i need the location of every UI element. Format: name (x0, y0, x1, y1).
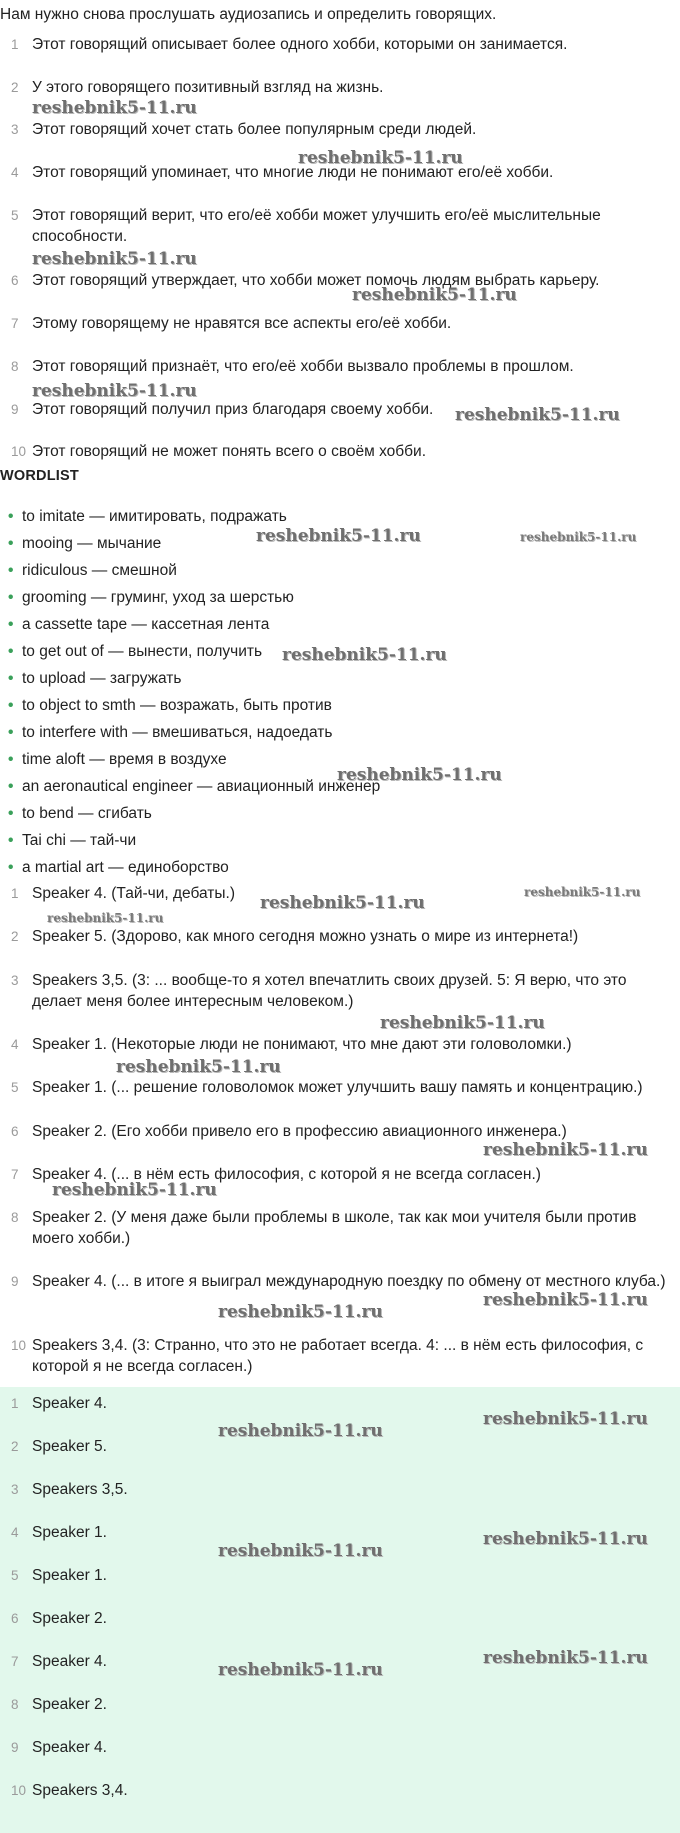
watermark: reshebnik5-11.ru (352, 285, 517, 305)
item-number: 9 (11, 402, 19, 417)
item-number: 3 (11, 973, 19, 988)
wordlist-item (8, 750, 668, 770)
bullet-icon: • (8, 697, 14, 714)
item-number: 4 (11, 1525, 19, 1540)
bullet-icon: • (8, 616, 14, 633)
item-number: 6 (11, 1611, 19, 1626)
item-text: Speaker 2. (32, 1610, 107, 1627)
item-number: 10 (11, 1783, 27, 1798)
wordlist-item-text: a martial art — единоборство (22, 859, 229, 876)
wordlist-item-text: to interfere with — вмешиваться, надоедать (22, 724, 333, 741)
wordlist-item-text: grooming — груминг, уход за шерстью (22, 589, 294, 606)
item-text: Speaker 4. (Тай-чи, дебаты.) (32, 885, 235, 902)
watermark: reshebnik5-11.ru (282, 645, 447, 665)
item-number: 5 (11, 208, 19, 223)
item-text: Этот говорящий описывает более одного хобби, которыми он занимается. (32, 36, 568, 53)
item-number: 2 (11, 1439, 19, 1454)
wordlist-item-text: a cassette tape — кассетная лента (22, 616, 270, 633)
item-text: Speakers 3,4. (3: Странно, что это не работает всегда. 4: ... в нём есть философия, с которой я не всегда согласен.) (32, 1337, 644, 1375)
item-number: 4 (11, 165, 19, 180)
item-text-content: Этот говорящий верит, что его/её хобби может улучшить его/её мыслительные способности. (32, 207, 601, 245)
bullet-icon: • (8, 751, 14, 768)
item-text: Speaker 4. (32, 1739, 107, 1756)
watermark: reshebnik5-11.ru (32, 249, 197, 269)
watermark: reshebnik5-11.ru (483, 1529, 648, 1549)
wordlist-item (8, 534, 668, 554)
watermark: reshebnik5-11.ru (260, 893, 425, 913)
item-number: 1 (11, 1396, 19, 1411)
item-text: Этот говорящий не может понять всего о своём хобби. (32, 443, 427, 460)
watermark: reshebnik5-11.ru (218, 1302, 383, 1322)
bullet-icon: • (8, 859, 14, 876)
item-number: 1 (11, 37, 19, 52)
item-number: 10 (11, 1338, 27, 1353)
item-number: 3 (11, 122, 19, 137)
watermark: reshebnik5-11.ru (32, 98, 197, 118)
item-number: 5 (11, 1080, 19, 1095)
wordlist-item (8, 777, 668, 797)
wordlist-item-text: an aeronautical engineer — авиационный инженер (22, 778, 381, 795)
watermark: reshebnik5-11.ru (52, 1180, 217, 1200)
item-text: Speaker 1. (Некоторые люди не понимают, что мне дают эти головоломки.) (32, 1036, 572, 1053)
wordlist-item (8, 723, 668, 743)
item-number: 9 (11, 1274, 19, 1289)
item-text: Speaker 4. (32, 1395, 107, 1412)
watermark: reshebnik5-11.ru (483, 1648, 648, 1668)
item-number: 10 (11, 444, 27, 459)
wordlist-item (8, 696, 668, 716)
wordlist-item-text: Tai chi — тай-чи (22, 832, 137, 849)
item-text: Speakers 3,4. (32, 1782, 128, 1799)
item-number: 2 (11, 929, 19, 944)
wordlist-item (8, 804, 668, 824)
bullet-icon: • (8, 670, 14, 687)
watermark: reshebnik5-11.ru (256, 526, 421, 546)
item-text: Speaker 2. (Его хобби привело его в профессию авиационного инженера.) (32, 1123, 567, 1140)
wordlist-item-text: to upload — загружать (22, 670, 182, 687)
item-text: Этому говорящему не нравятся все аспекты его/её хобби. (32, 315, 452, 332)
item-number: 7 (11, 1654, 19, 1669)
item-text: Этот говорящий получил приз благодаря своему хобби. (32, 401, 434, 418)
item-number: 1 (11, 886, 19, 901)
item-number: 7 (11, 316, 19, 331)
item-text: Speaker 1. (32, 1524, 107, 1541)
item-number: 5 (11, 1568, 19, 1583)
wordlist-item (8, 858, 668, 878)
item-number: 8 (11, 1697, 19, 1712)
item-text: Этот говорящий упоминает, что многие люди не понимают его/её хобби. (32, 164, 554, 181)
bullet-icon: • (8, 805, 14, 822)
item-text: Speaker 4. (32, 1653, 107, 1670)
item-text: Speaker 4. (... в итоге я выиграл международную поездку по обмену от местного клуба.) (32, 1273, 666, 1290)
item-text: Speaker 4. (... в нём есть философия, с которой я не всегда согласен.) (32, 1166, 541, 1183)
bullet-icon: • (8, 562, 14, 579)
watermark: reshebnik5-11.ru (116, 1057, 281, 1077)
item-number: 7 (11, 1167, 19, 1182)
wordlist-item (8, 561, 668, 581)
item-text: Speakers 3,5. (3: ... вообще-то я хотел впечатлить своих друзей. 5: Я верю, что это делает меня более интересным человеком.) (32, 972, 627, 1010)
watermark: reshebnik5-11.ru (218, 1421, 383, 1441)
wordlist-item (8, 669, 668, 689)
item-text: Этот говорящий хочет стать более популярным среди людей. (32, 121, 477, 138)
watermark: reshebnik5-11.ru (380, 1013, 545, 1033)
watermark: reshebnik5-11.ru (524, 885, 641, 899)
watermark: reshebnik5-11.ru (218, 1660, 383, 1680)
item-number: 6 (11, 1124, 19, 1139)
watermark: reshebnik5-11.ru (32, 381, 197, 401)
watermark: reshebnik5-11.ru (298, 148, 463, 168)
wordlist-item-text: to object to smth — возражать, быть против (22, 697, 332, 714)
watermark: reshebnik5-11.ru (337, 765, 502, 785)
item-text: У этого говорящего позитивный взгляд на жизнь. (32, 79, 384, 96)
item-number: 2 (11, 80, 19, 95)
intro-text: Нам нужно снова прослушать аудиозапись и определить говорящих. (0, 6, 497, 23)
item-text: Speaker 5. (Здорово, как много сегодня можно узнать о мире из интернета!) (32, 928, 579, 945)
watermark: reshebnik5-11.ru (483, 1290, 648, 1310)
bullet-icon: • (8, 778, 14, 795)
wordlist-item (8, 831, 668, 851)
wordlist-item-text: ridiculous — смешной (22, 562, 177, 579)
item-text: Speakers 3,5. (32, 1481, 128, 1498)
wordlist-heading: WORDLIST (0, 468, 79, 484)
wordlist-item (8, 642, 668, 662)
watermark: reshebnik5-11.ru (218, 1541, 383, 1561)
item-text: Speaker 1. (... решение головоломок может улучшить вашу память и концентрацию.) (32, 1079, 643, 1096)
item-number: 4 (11, 1037, 19, 1052)
item-number: 9 (11, 1740, 19, 1755)
item-text: Этот говорящий признаёт, что его/её хобби вызвало проблемы в прошлом. (32, 358, 574, 375)
item-text: Speaker 2. (32, 1696, 107, 1713)
item-number: 8 (11, 359, 19, 374)
watermark: reshebnik5-11.ru (455, 405, 620, 425)
wordlist-item (8, 588, 668, 608)
item-text: Speaker 1. (32, 1567, 107, 1584)
watermark: reshebnik5-11.ru (483, 1409, 648, 1429)
item-text: Этот говорящий утверждает, что хобби может помочь людям выбрать карьеру. (32, 272, 600, 289)
wordlist-item-text: mooing — мычание (22, 535, 162, 552)
item-number: 3 (11, 1482, 19, 1497)
wordlist-item-text: to imitate — имитировать, подражать (22, 508, 287, 525)
item-text (32, 205, 670, 247)
wordlist-item-text: to bend — сгибать (22, 805, 152, 822)
wordlist-item (8, 615, 668, 635)
wordlist-item-text: to get out of — вынести, получить (22, 643, 263, 660)
watermark: reshebnik5-11.ru (47, 911, 164, 925)
wordlist-item-text: time aloft — время в воздухе (22, 751, 227, 768)
bullet-icon: • (8, 589, 14, 606)
item-number: 6 (11, 273, 19, 288)
bullet-icon: • (8, 643, 14, 660)
watermark: reshebnik5-11.ru (520, 530, 637, 544)
bullet-icon: • (8, 508, 14, 525)
watermark: reshebnik5-11.ru (483, 1140, 648, 1160)
wordlist-item (8, 507, 668, 527)
item-text: Speaker 2. (У меня даже были проблемы в школе, так как мои учителя были против моего хобби.) (32, 1209, 637, 1247)
item-text: Speaker 5. (32, 1438, 107, 1455)
item-number: 8 (11, 1210, 19, 1225)
bullet-icon: • (8, 832, 14, 849)
bullet-icon: • (8, 535, 14, 552)
bullet-icon: • (8, 724, 14, 741)
